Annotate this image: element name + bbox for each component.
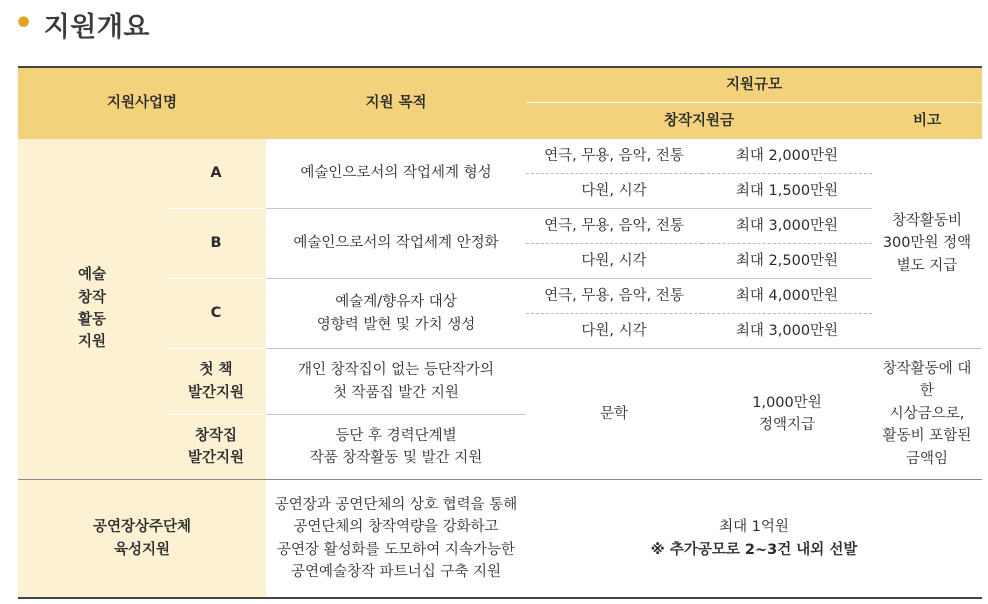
- scale-theater-note: ※ 추가공모로 2~3건 내외 선발: [650, 541, 858, 558]
- program-a: A: [166, 139, 266, 209]
- literature-amount: 1,000만원 정액지급: [702, 349, 872, 480]
- fields-c-1: 연극, 무용, 음악, 전통: [526, 279, 702, 314]
- section-title-text: 지원개요: [43, 11, 151, 43]
- fields-b-1: 연극, 무용, 음악, 전통: [526, 209, 702, 244]
- header-purpose: 지원 목적: [266, 68, 526, 139]
- header-program-name: 지원사업명: [18, 68, 266, 139]
- scale-theater-amount: 최대 1억원: [719, 519, 789, 536]
- purpose-a: 예술인으로서의 작업세계 형성: [266, 139, 526, 209]
- group-label-art-creation: 예술 창작 활동 지원: [18, 139, 166, 480]
- amount-c-1: 최대 4,000만원: [702, 279, 872, 314]
- purpose-first-book: 개인 창작집이 없는 등단작가의 첫 작품집 발간 지원: [266, 349, 526, 415]
- bullet-icon: •: [14, 6, 34, 41]
- amount-b-1: 최대 3,000만원: [702, 209, 872, 244]
- amount-a-2: 최대 1,500만원: [702, 174, 872, 209]
- section-title: [14, 2, 150, 46]
- fields-a-2: 다원, 시각: [526, 174, 702, 209]
- fields-a-1: 연극, 무용, 음악, 전통: [526, 139, 702, 174]
- purpose-c: 예술계/향유자 대상 영향력 발현 및 가치 생성: [266, 279, 526, 349]
- header-creation-fund: 창작지원금: [526, 103, 872, 139]
- program-first-book: 첫 책 발간지원: [166, 349, 266, 415]
- amount-c-2: 최대 3,000만원: [702, 314, 872, 349]
- fields-b-2: 다원, 시각: [526, 244, 702, 279]
- note-literature: 창작활동에 대한 시상금으로, 활동비 포함된 금액임: [872, 349, 982, 480]
- purpose-b: 예술인으로서의 작업세계 안정화: [266, 209, 526, 279]
- note-abc: 창작활동비 300만원 정액 별도 지급: [872, 139, 982, 349]
- fields-c-2: 다원, 시각: [526, 314, 702, 349]
- amount-b-2: 최대 2,500만원: [702, 244, 872, 279]
- header-support-scale: 지원규모: [526, 68, 982, 103]
- program-theater-resident: 공연장상주단체 육성지원: [18, 480, 266, 597]
- header-note: 비고: [872, 103, 982, 139]
- program-c: C: [166, 279, 266, 349]
- amount-a-1: 최대 2,000만원: [702, 139, 872, 174]
- support-overview-table: [18, 66, 982, 599]
- purpose-theater-resident: 공연장과 공연단체의 상호 협력을 통해 공연단체의 창작역량을 강화하고 공연장 활성화를 도모하여 지속가능한 공연예술창작 파트너십 구축 지원: [274, 496, 518, 580]
- literature-field: 문학: [526, 349, 702, 480]
- program-b: B: [166, 209, 266, 279]
- scale-theater-resident: [526, 480, 982, 597]
- program-collection: 창작집 발간지원: [166, 415, 266, 480]
- purpose-collection: 등단 후 경력단계별 작품 창작활동 및 발간 지원: [266, 415, 526, 480]
